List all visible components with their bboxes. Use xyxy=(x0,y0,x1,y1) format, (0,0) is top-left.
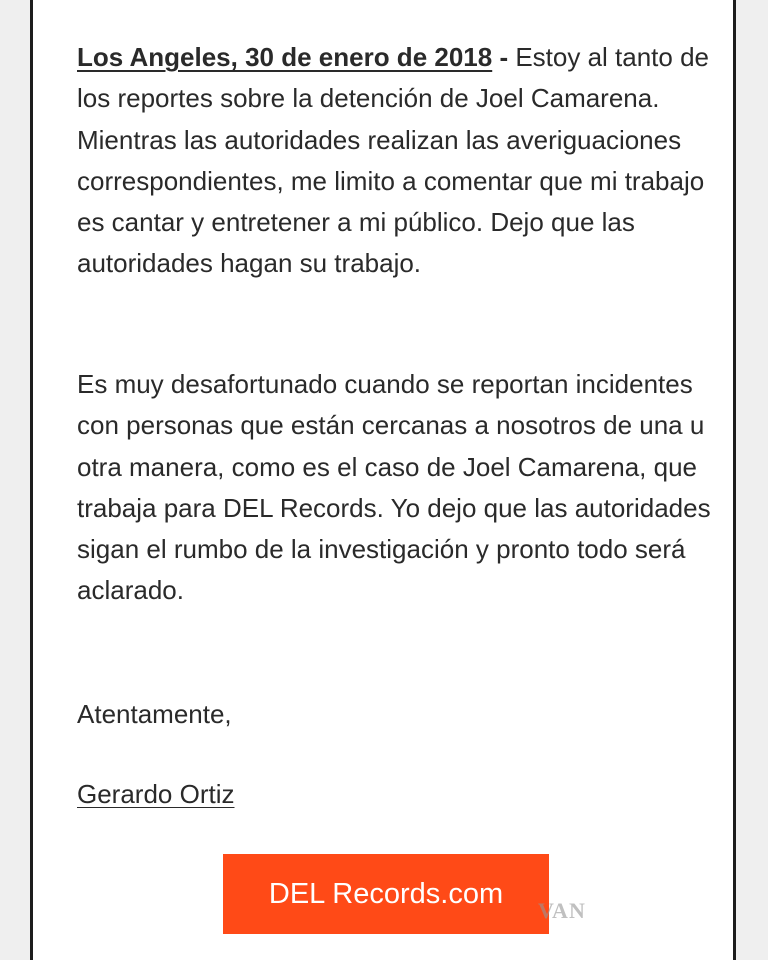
press-statement-sheet xyxy=(30,0,736,960)
statement-paragraph-1 xyxy=(77,37,717,285)
signer-name-link[interactable]: Gerardo Ortiz xyxy=(77,779,235,809)
closing-line: Atentamente, xyxy=(77,699,232,729)
del-records-button[interactable]: DEL Records.com xyxy=(223,854,549,934)
statement-paragraph-2: Es muy desafortunado cuando se reportan incidentes con personas que están cercanas a nosotros de una u otra manera, como es el caso de Joel Camarena, que trabaja para DEL Records. Yo dejo que las autoridades sigan el rumbo de la investigación y pronto todo será aclarado. xyxy=(77,369,711,606)
dateline-link[interactable]: Los Angeles, 30 de enero de 2018 xyxy=(77,42,493,72)
dateline-dash: - xyxy=(492,42,516,72)
paragraph-1-body: Estoy al tanto de los reportes sobre la detención de Joel Camarena. Mientras las autoridades realizan las averiguaciones correspondientes, me limito a comentar que mi trabajo es cantar y entretener a mi público. Dejo que las autoridades hagan su trabajo. xyxy=(77,42,710,279)
watermark: VAN xyxy=(538,898,586,923)
